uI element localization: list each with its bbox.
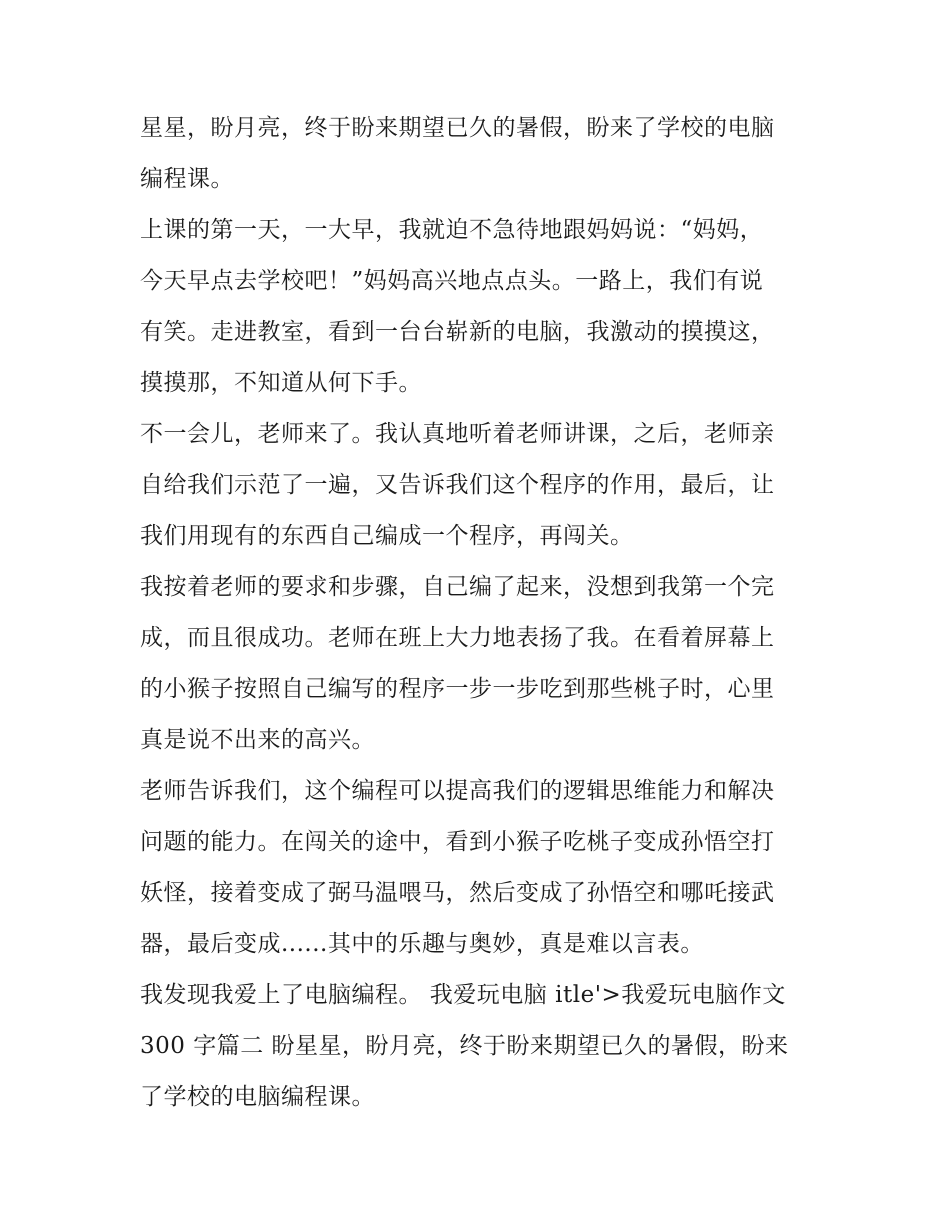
text-line: 编程课。 — [140, 166, 234, 192]
text-line: 问题的能力。在闯关的途中，看到小猴子吃桃子变成孙悟空打 — [140, 829, 775, 855]
text-line: 摸摸那，不知道从何下手。 — [140, 370, 422, 396]
text-line: 今天早点去学校吧！”妈妈高兴地点点头。一路上，我们有说 — [140, 268, 764, 294]
text-line: 妖怪，接着变成了弼马温喂马，然后变成了孙悟空和哪吒接武 — [140, 880, 775, 906]
text-line: 上课的第一天，一大早，我就迫不急待地跟妈妈说：“妈妈， — [140, 217, 764, 243]
text-line: 我按着老师的要求和步骤，自己编了起来，没想到我第一个完 — [140, 574, 775, 600]
text-line: 我发现我爱上了电脑编程。 我爱玩电脑 itle'>我爱玩电脑作文 — [140, 982, 786, 1008]
text-line: 自给我们示范了一遍，又告诉我们这个程序的作用，最后，让 — [140, 472, 775, 498]
text-line: 了学校的电脑编程课。 — [140, 1084, 375, 1110]
text-line: 的小猴子按照自己编写的程序一步一步吃到那些桃子时，心里 — [140, 676, 775, 702]
text-line: 真是说不出来的高兴。 — [140, 727, 375, 753]
text-line: 星星，盼月亮，终于盼来期望已久的暑假，盼来了学校的电脑 — [140, 115, 775, 141]
document-body — [140, 103, 820, 1123]
text-line: 器，最后变成......其中的乐趣与奥妙，真是难以言表。 — [140, 931, 704, 957]
text-line: 我们用现有的东西自己编成一个程序，再闯关。 — [140, 523, 634, 549]
text-line: 成，而且很成功。老师在班上大力地表扬了我。在看着屏幕上 — [140, 625, 775, 651]
text-line: 不一会儿，老师来了。我认真地听着老师讲课，之后，老师亲 — [140, 421, 775, 447]
text-line: 300 字篇二 盼星星，盼月亮，终于盼来期望已久的暑假，盼来 — [140, 1033, 789, 1059]
text-line: 老师告诉我们，这个编程可以提高我们的逻辑思维能力和解决 — [140, 778, 775, 804]
text-line: 有笑。走进教室，看到一台台崭新的电脑，我激动的摸摸这， — [140, 319, 775, 345]
